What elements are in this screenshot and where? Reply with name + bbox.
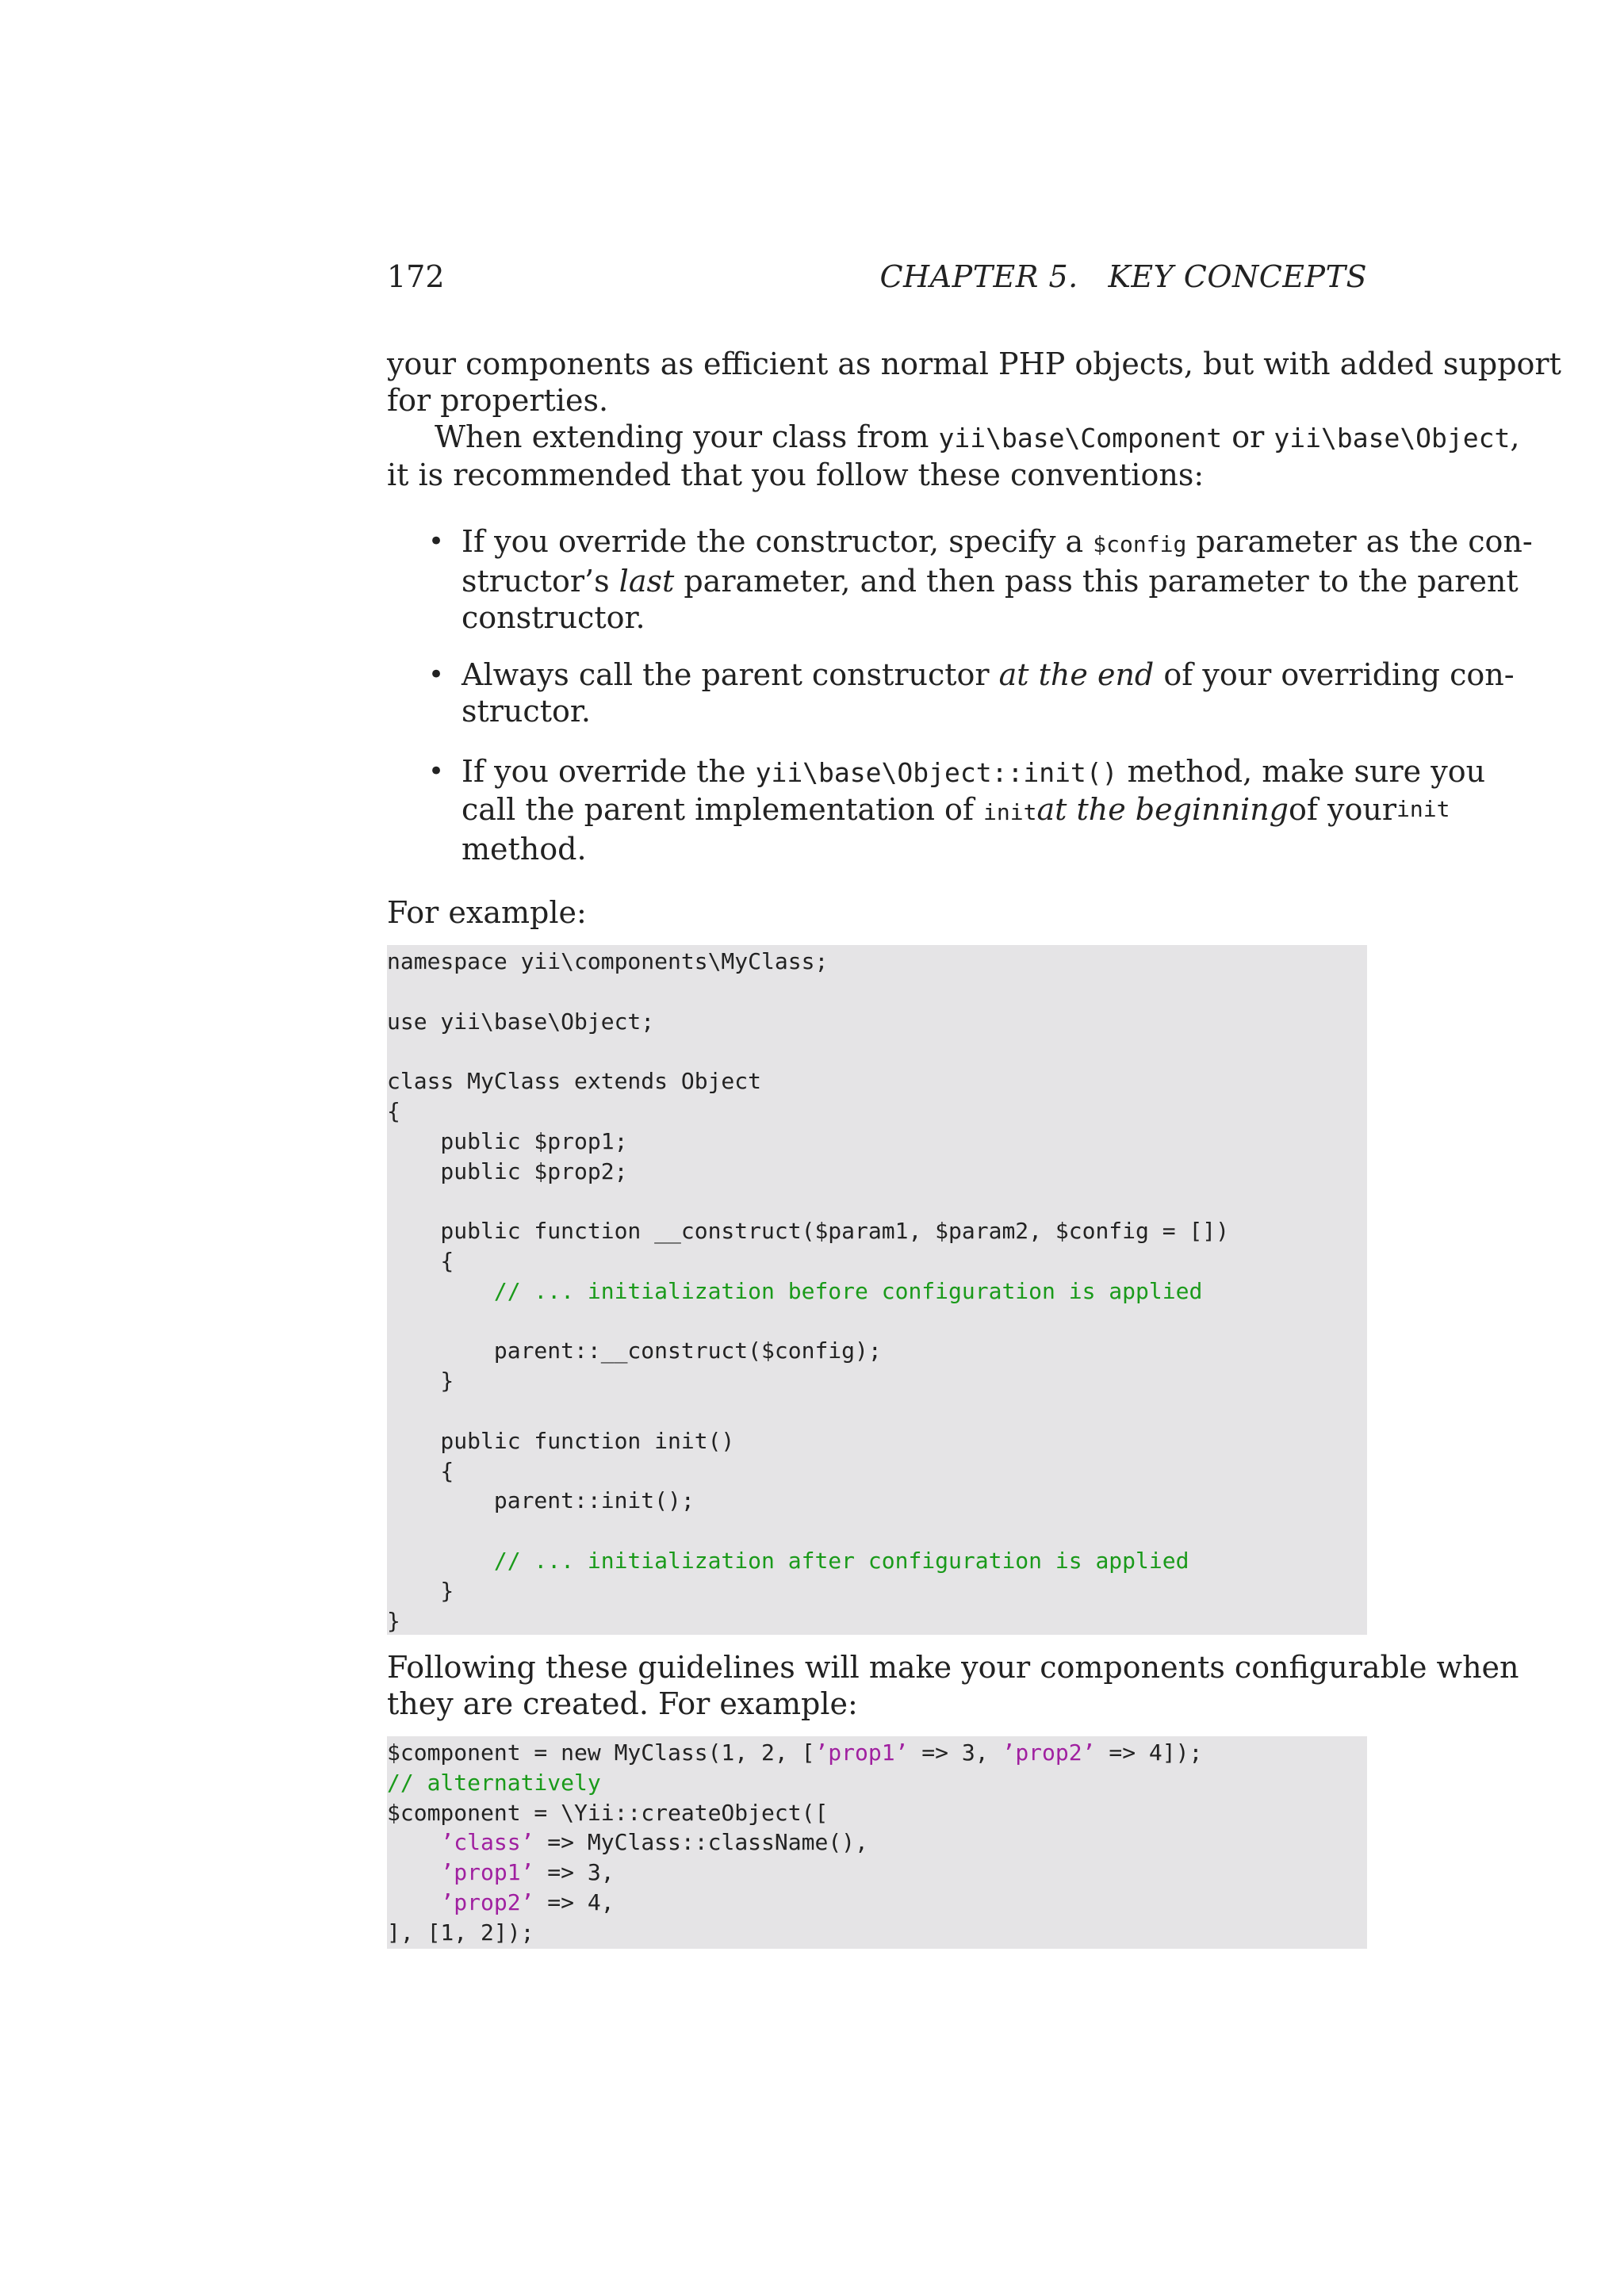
intro-paragraph [387,346,1561,493]
code-line: { [387,1097,400,1124]
inline-code-init: init [983,799,1037,825]
code-line: { [387,1457,454,1484]
code-line: parent::init(); [387,1487,695,1514]
code-line: public $prop1; [387,1127,628,1154]
code-line: use yii\base\Object; [387,1008,655,1035]
code-line [387,1516,1367,1546]
running-head: CHAPTER 5. KEY CONCEPTS [879,259,1367,294]
code-line: } [387,1368,454,1395]
intro-line-3: When extending your class from yii\base\Component or yii\base\Object, [435,419,1520,454]
inline-code-init-method: yii\base\Object::init() [755,757,1118,788]
code-line: ’prop2’ => 4, [440,1888,615,1915]
code-line: } [387,1577,454,1604]
code-line [387,1036,1367,1066]
bullet-icon: • [428,659,445,691]
page-number: 172 [387,259,445,294]
code-line [387,1396,1367,1426]
bullet-icon: • [428,756,445,787]
code-line: class MyClass extends Object [387,1068,762,1095]
document-page: 172 CHAPTER 5. KEY CONCEPTS your components as efficient as normal PHP objects, but with added support for properties. When extending your class from yii\base\Component or yii\base\Object, it is recommended that you follow these conventions: • If you override the constructor, specify a $config parameter as the con- structor’s last parameter, and then pass this parameter to the parent constructor. • Always call the parent constructor at the end of your overriding con- structor. • If you override the yii\base\Object::init() method, make sure you call the parent implementation of init at the beginning of your init method. For example: namespace yii\components\MyClass; use yii\base\Object; class MyClass extends Object { public $prop1; public $prop2; public function __construct($param1, $param2, $config = []) { // ... initialization before configuration is applied parent::__construct($config); } public function init() { parent::init(); // ... initialization after configuration is applied } } Following these guidelines will make your components configurable when they are created. For example: $component = new MyClass(1, 2, [’prop1’ => 3, ’prop2’ => 4]); // alternatively $component = \Yii::createObject([ ’class’ => MyClass::className(), ’prop1’ => 3, ’prop2’ => 4, ], [1, 2]); [0,0,1624,2296]
code-line: ’class’ => MyClass::className(), [440,1829,868,1856]
code-line [387,977,1367,1007]
code-line: namespace yii\components\MyClass; [387,948,829,974]
code-line: { [387,1247,454,1274]
for-example-label: For example: [387,895,587,930]
inline-code-config: $config [1093,531,1187,557]
intro-line-4: it is recommended that you follow these conventions: [387,457,1205,492]
inline-code-component: yii\base\Component [938,423,1223,453]
code-line: } [387,1607,400,1634]
code-comment: // ... initialization before configuration is applied [387,1277,1203,1304]
code-line: $component = \Yii::createObject([ [387,1799,829,1826]
intro-line-2: for properties. [387,383,609,418]
code-line: public function __construct($param1, $param2, $config = []) [387,1218,1230,1245]
code-line: $component = new MyClass(1, 2, [’prop1’ => 3, ’prop2’ => 4]); [387,1739,1203,1766]
code-block-create-object [387,1736,1367,1949]
code-line: ’prop1’ => 3, [440,1859,615,1886]
guidelines-paragraph: Following these guidelines will make your components configurable when they are created. For example: [387,1650,1519,1721]
bullet-icon: • [428,526,445,557]
code-line: ], [1, 2]); [387,1919,534,1946]
code-line [387,1307,1367,1337]
inline-code-object: yii\base\Object [1274,423,1511,453]
intro-line-1: your components as efficient as normal PHP objects, but with added support [387,346,1561,381]
code-line [387,1186,1367,1216]
code-line: public function init() [387,1427,735,1454]
inline-code-init: init [1396,796,1450,822]
code-line: public $prop2; [387,1158,628,1184]
page-header [387,259,1367,299]
code-line: parent::__construct($config); [387,1337,882,1364]
code-block-myclass [387,945,1367,1635]
code-comment: // ... initialization after configuration is applied [387,1547,1189,1574]
code-comment: // alternatively [387,1769,601,1796]
